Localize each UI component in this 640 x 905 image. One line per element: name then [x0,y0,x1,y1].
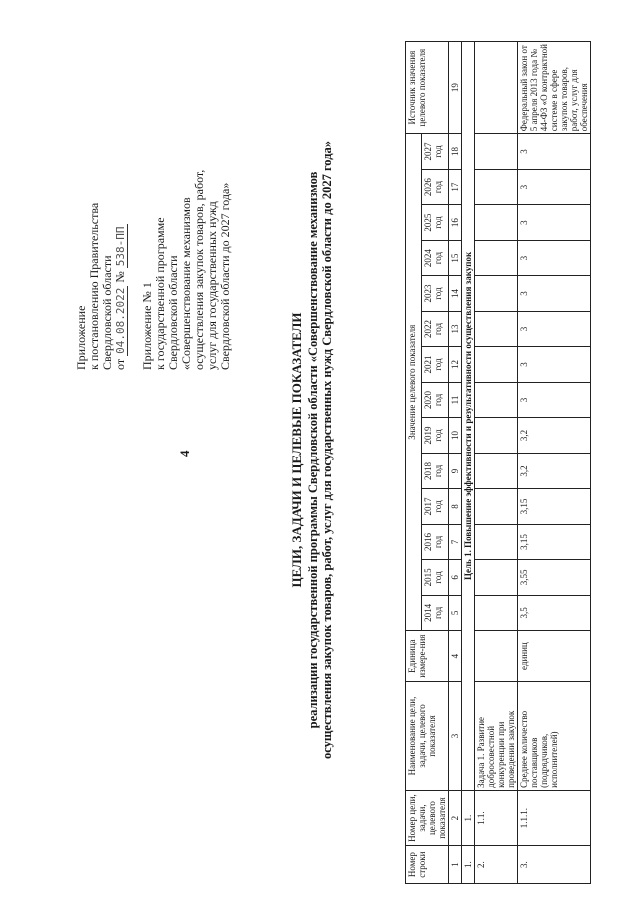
column-number: 17 [449,169,462,204]
year-header: 2014 год [421,595,448,630]
column-number: 6 [449,560,462,595]
column-number-row [449,42,462,884]
column-number: 1 [449,846,462,884]
appendix-line-2: к постановлению Правительства [87,202,101,370]
program-appendix-line-6: услуг для государственных нужд [205,201,219,370]
header-unit: Единица измере-ния [406,631,449,682]
indicator-value: 3 [518,134,591,170]
column-number: 2 [449,790,462,845]
table-row [462,42,475,884]
column-number: 15 [449,240,462,275]
indicator-value: 3,55 [518,560,591,595]
year-header: 2022 год [421,311,448,346]
header-name: Наименование цели, задачи, целевого показателя [406,682,449,791]
title-line-3: осуществления закупок товаров, работ, услуг для государственных нужд Свердловской области до 2027 года» [320,140,334,760]
table-row [518,42,591,884]
header-row-number: Номер строки [406,846,449,884]
indicator-value: 3 [518,205,591,240]
program-appendix-line-7: Свердловской области до 2027 года» [218,182,232,370]
column-number: 19 [449,42,462,134]
indicator-value: 3 [518,347,591,382]
page-number: 4 [177,450,192,457]
decree-number: 538-ПП [114,226,127,267]
column-number: 14 [449,276,462,311]
program-appendix-line-3: Свердловской области [166,255,180,370]
year-header: 2021 год [421,347,448,382]
header-value-group: Значение целевого показателя [406,134,422,631]
row-number: 1. [462,846,475,884]
year-header: 2015 год [421,560,448,595]
indicators-table [405,41,591,884]
indicator-value: 3,15 [518,524,591,559]
appendix-line-1: Приложение [74,305,88,370]
number-prefix: № [113,271,127,283]
column-number: 16 [449,205,462,240]
indicator-unit: единиц [518,631,591,682]
year-header: 2019 год [421,418,448,453]
year-header: 2027 год [421,134,448,170]
year-header: 2026 год [421,169,448,204]
goal-text: Цель 1. Повышение эффективности и результативности осуществления закупок [462,42,475,791]
year-header: 2023 год [421,276,448,311]
column-number: 9 [449,453,462,488]
program-appendix-line-5: осуществления закупок товаров, работ, [192,169,206,370]
indicator-value: 3,15 [518,489,591,524]
row-code: 1. [462,790,475,845]
indicator-value: 3,2 [518,418,591,453]
column-number: 4 [449,631,462,682]
indicator-value: 3,2 [518,453,591,488]
title-line-2: реализации государственной программы Свердловской области «Совершенствование механизмов [306,171,320,729]
column-number: 8 [449,489,462,524]
year-header: 2025 год [421,205,448,240]
row-code: 1.1. [475,790,518,845]
program-appendix-line-1: Приложение № 1 [140,282,154,370]
document-title [290,115,334,785]
appendix-header [75,170,232,370]
indicator-name: Среднее количество поставщиков (подрядчиков, исполнителей) [518,682,591,791]
title-line-1: ЦЕЛИ, ЗАДАЧИ И ЦЕЛЕВЫЕ ПОКАЗАТЕЛИ [289,312,304,588]
appendix-line-3: Свердловской области [100,255,114,370]
appendix-date-line [114,170,128,370]
column-number: 7 [449,524,462,559]
indicator-value: 3 [518,382,591,417]
indicator-value: 3 [518,311,591,346]
row-number: 3. [518,846,591,884]
date-prefix: от [113,358,127,370]
header-source: Источник значения целевого показателя [406,42,449,134]
year-header: 2020 год [421,382,448,417]
program-appendix-line-2: к государственной программе [153,217,167,370]
indicator-value: 3 [518,240,591,275]
task-text: Задача 1. Развитие добросовестной конкуренции при проведении закупок [475,682,518,791]
year-header: 2024 год [421,240,448,275]
table-row [475,42,518,884]
column-number: 3 [449,682,462,791]
row-number: 2. [475,846,518,884]
row-code: 1.1.1. [518,790,591,845]
indicator-value: 3 [518,276,591,311]
column-number: 12 [449,347,462,382]
indicator-value: 3,5 [518,595,591,630]
indicator-value: 3 [518,169,591,204]
column-number: 11 [449,382,462,417]
column-number: 13 [449,311,462,346]
program-appendix-line-4: «Совершенствование механизмов [179,197,193,370]
year-header: 2017 год [421,489,448,524]
indicator-source: Федеральный закон от 5 апреля 2013 года № 44-ФЗ «О контрактной системе в сфере закупок товаров, работ, услуг для обеспечения [518,42,591,134]
decree-date: 04.08.2022 [114,287,127,354]
year-header: 2018 год [421,453,448,488]
column-number: 5 [449,595,462,630]
column-number: 10 [449,418,462,453]
year-header: 2016 год [421,524,448,559]
header-code: Номер цели, задачи, целевого показателя [406,790,449,845]
column-number: 18 [449,134,462,170]
